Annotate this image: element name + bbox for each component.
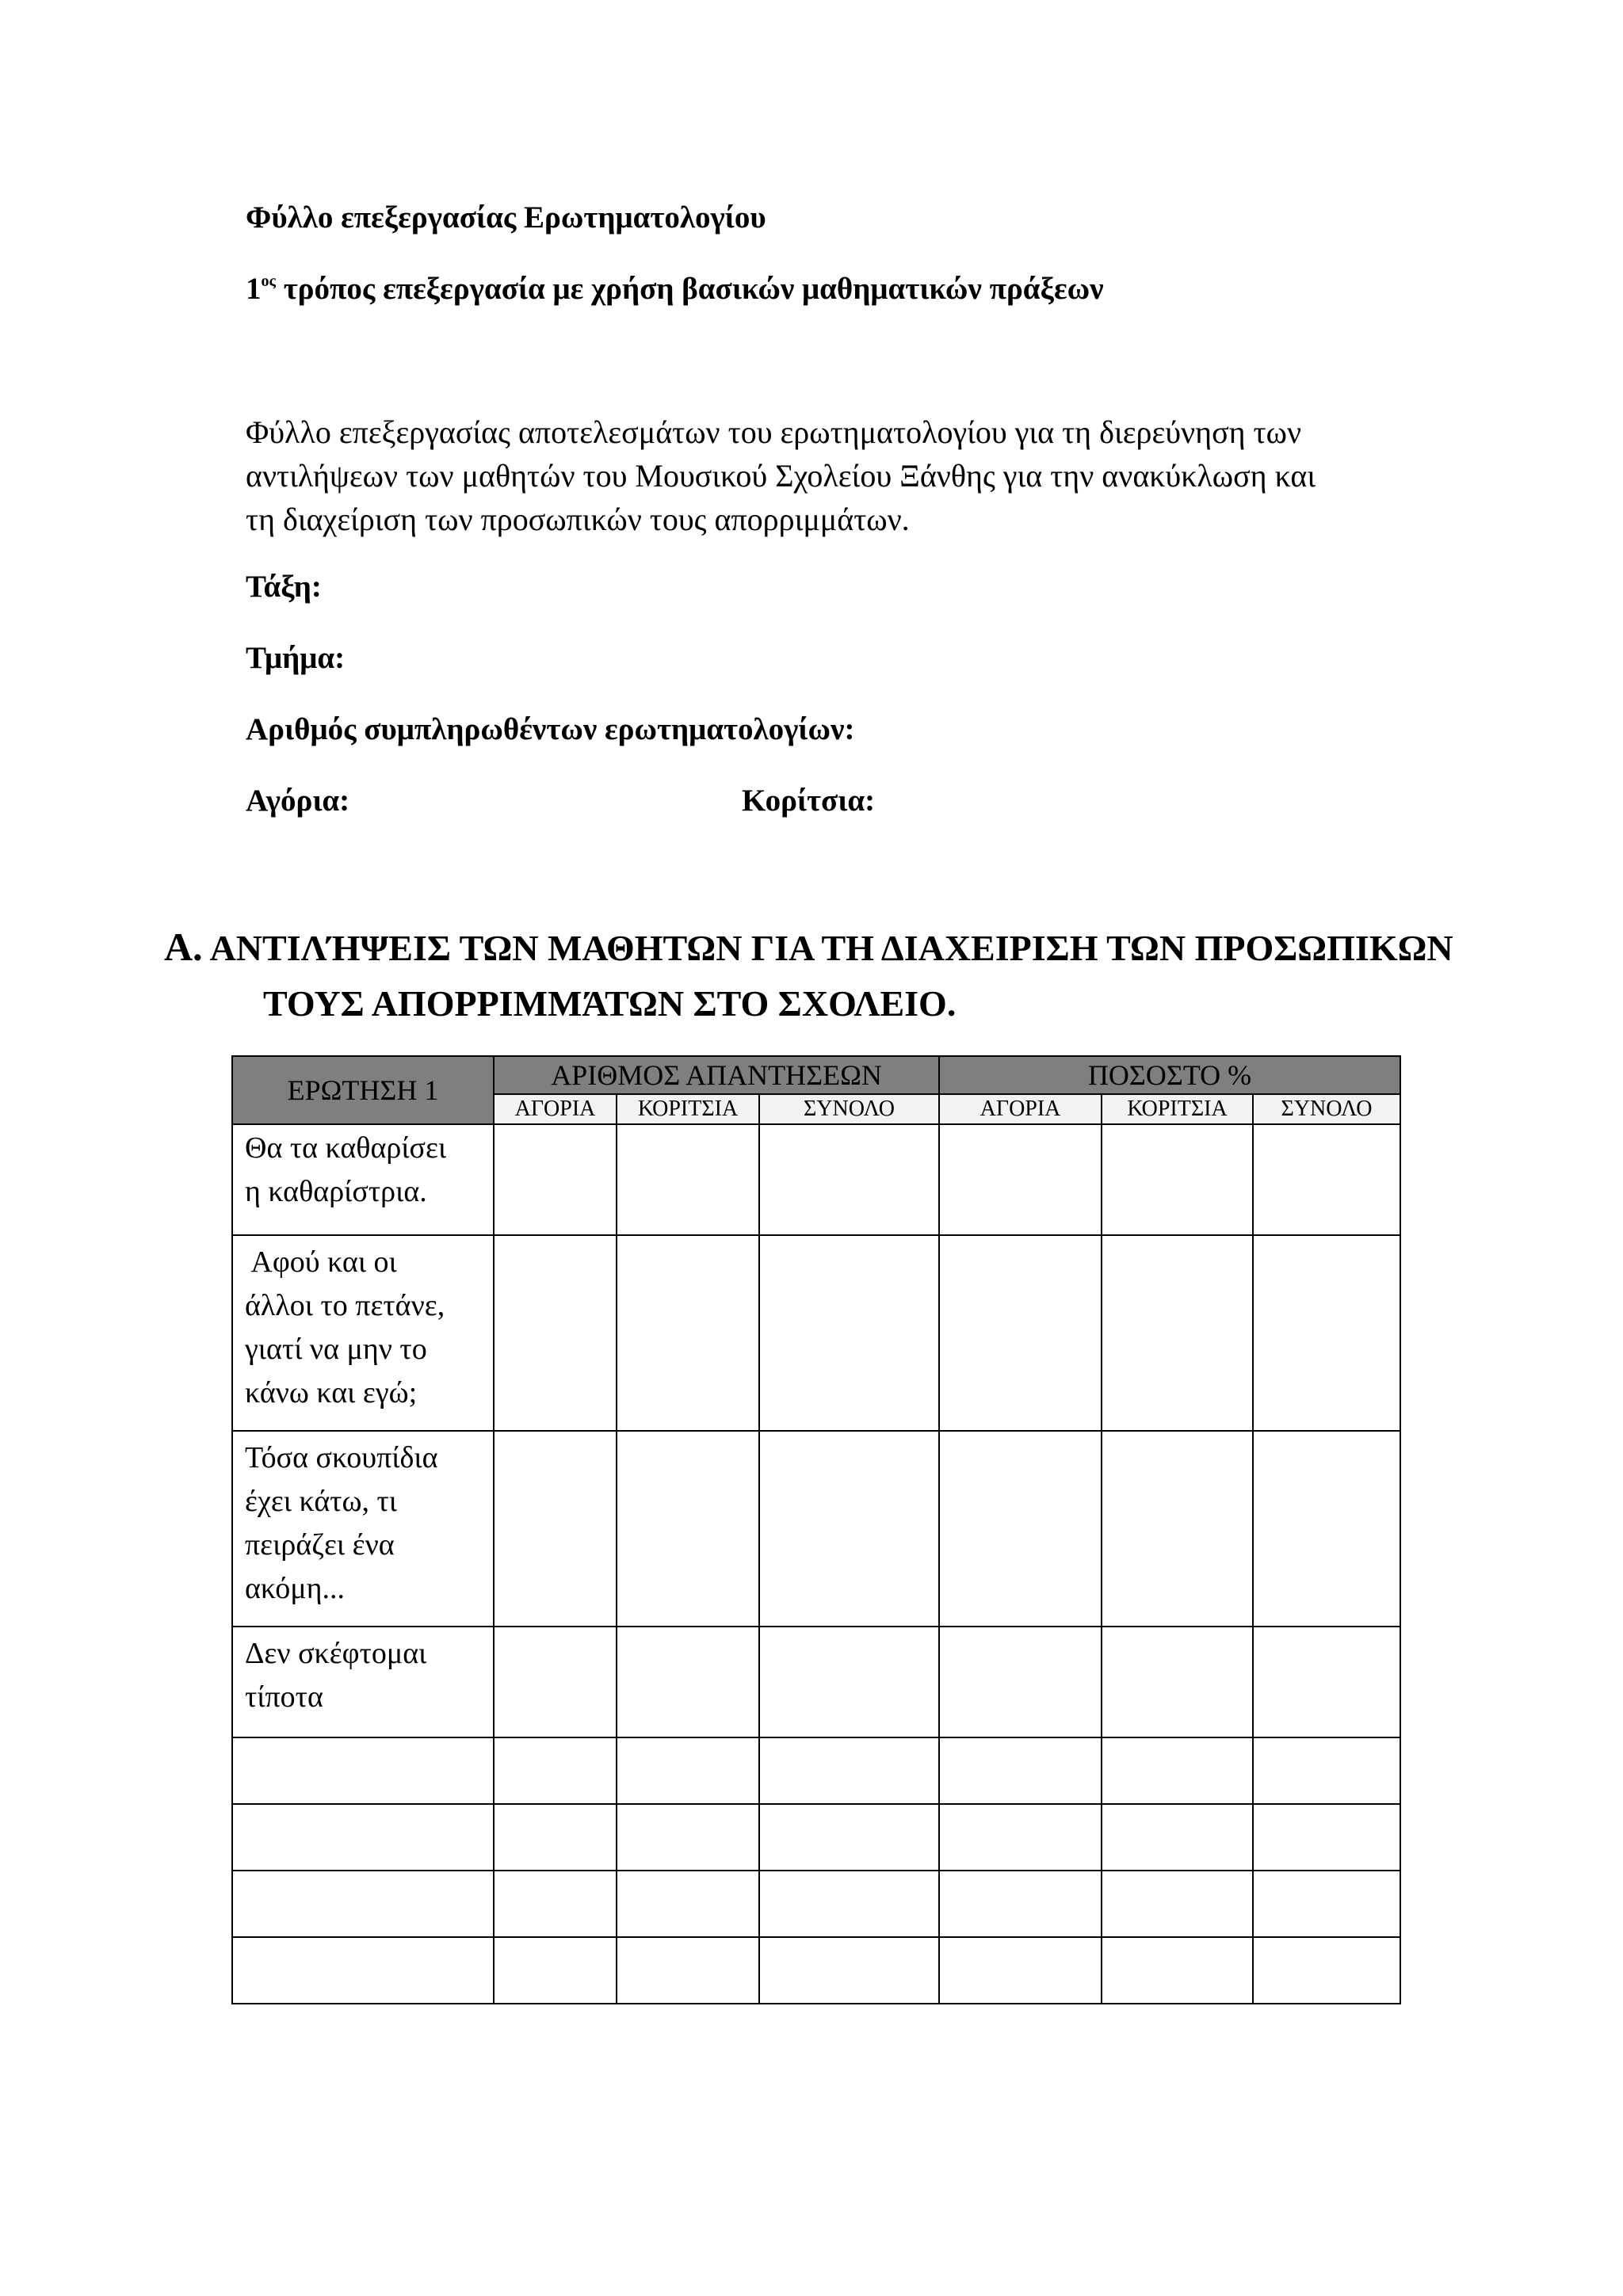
boys-percent-cell[interactable]	[939, 1431, 1102, 1627]
girls-percent-cell[interactable]	[1102, 1431, 1253, 1627]
girls-percent-cell[interactable]	[1102, 1627, 1253, 1737]
girls-count-cell[interactable]	[617, 1627, 759, 1737]
boys-count-cell[interactable]	[494, 1235, 617, 1431]
girls-label: Κορίτσια:	[742, 784, 876, 818]
section-heading-line1	[164, 919, 1511, 976]
subheader-girls: ΚΟΡΙΤΣΙΑ	[617, 1094, 759, 1124]
section-heading	[164, 919, 1511, 1032]
answer-option-cell	[232, 1431, 494, 1627]
table-row-empty	[232, 1871, 1400, 1937]
section-letter: Α.	[164, 925, 203, 969]
girls-count-cell[interactable]	[617, 1737, 759, 1804]
subheader-total-percent: ΣΥΝΟΛΟ	[1253, 1094, 1400, 1124]
total-percent-cell[interactable]	[1253, 1871, 1400, 1937]
boys-count-cell[interactable]	[494, 1737, 617, 1804]
table-row-empty	[232, 1737, 1400, 1804]
table-row	[232, 1627, 1400, 1737]
answer-option-cell[interactable]	[232, 1871, 494, 1937]
girls-percent-cell[interactable]	[1102, 1737, 1253, 1804]
girls-count-cell[interactable]	[617, 1804, 759, 1871]
answers-count-header: ΑΡΙΘΜΟΣ ΑΠΑΝΤΗΣΕΩΝ	[494, 1056, 939, 1094]
boys-percent-cell[interactable]	[939, 1871, 1102, 1937]
boys-count-cell[interactable]	[494, 1627, 617, 1737]
table-row-empty	[232, 1937, 1400, 2004]
answer-line: ακόμη...	[245, 1572, 345, 1605]
answer-option-cell[interactable]	[232, 1937, 494, 2004]
boys-count-cell[interactable]	[494, 1871, 617, 1937]
class-label: Τάξη:	[246, 570, 322, 604]
subheader-girls-percent: ΚΟΡΙΤΣΙΑ	[1102, 1094, 1253, 1124]
table-row	[232, 1235, 1400, 1431]
boys-percent-cell[interactable]	[939, 1804, 1102, 1871]
total-percent-cell[interactable]	[1253, 1235, 1400, 1431]
boys-percent-cell[interactable]	[939, 1124, 1102, 1235]
total-count-cell[interactable]	[759, 1235, 939, 1431]
section-title-line1: ΑΝΤΙΛΉΨΕΙΣ ΤΩΝ ΜΑΘΗΤΩΝ ΓΙΑ ΤΗ ΔΙΑΧΕΙΡΙΣΗ ΤΩΝ ΠΡΟΣΩΠΙΚΩΝ	[209, 928, 1453, 968]
boys-count-cell[interactable]	[494, 1804, 617, 1871]
total-count-cell[interactable]	[759, 1804, 939, 1871]
answer-option-cell[interactable]	[232, 1804, 494, 1871]
total-percent-cell[interactable]	[1253, 1937, 1400, 2004]
table-row-empty	[232, 1804, 1400, 1871]
intro-paragraph	[246, 410, 1434, 541]
answer-line: γιατί να μην το	[245, 1333, 427, 1366]
boys-label: Αγόρια:	[246, 784, 350, 818]
section-label: Τμήμα:	[246, 641, 346, 675]
girls-percent-cell[interactable]	[1102, 1937, 1253, 2004]
section-title-line2: ΤΟΥΣ ΑΠΟΡΡΙΜΜΆΤΩΝ ΣΤΟ ΣΧΟΛΕΙΟ.	[263, 983, 957, 1024]
girls-count-cell[interactable]	[617, 1431, 759, 1627]
intro-line: αντιλήψεων των μαθητών του Μουσικού Σχολείου Ξάνθης για την ανακύκλωση και	[246, 458, 1316, 494]
method-ordinal: ος	[261, 273, 276, 290]
intro-line: τη διαχείριση των προσωπικών τους απορριμμάτων.	[246, 502, 910, 537]
answer-line: Θα τα καθαρίσει	[245, 1131, 447, 1165]
answer-line: κάνω και εγώ;	[245, 1376, 418, 1409]
boys-count-cell[interactable]	[494, 1124, 617, 1235]
subheader-total: ΣΥΝΟΛΟ	[759, 1094, 939, 1124]
answer-line: Δεν σκέφτομαι	[245, 1637, 427, 1670]
answer-option-cell	[232, 1627, 494, 1737]
document-title: Φύλλο επεξεργασίας Ερωτηματολογίου	[246, 200, 766, 235]
girls-count-cell[interactable]	[617, 1235, 759, 1431]
method-heading	[246, 271, 1104, 307]
answer-line: έχει κάτω, τι	[245, 1485, 398, 1518]
answer-line: η καθαρίστρια.	[245, 1175, 427, 1208]
table-row	[232, 1124, 1400, 1235]
total-count-cell[interactable]	[759, 1871, 939, 1937]
method-number: 1	[246, 272, 262, 306]
answer-line: Αφού και οι	[245, 1245, 397, 1279]
boys-percent-cell[interactable]	[939, 1737, 1102, 1804]
answer-option-cell	[232, 1124, 494, 1235]
total-count-cell[interactable]	[759, 1627, 939, 1737]
answer-option-cell[interactable]	[232, 1737, 494, 1804]
results-table	[231, 1055, 1401, 2004]
boys-percent-cell[interactable]	[939, 1235, 1102, 1431]
girls-count-cell[interactable]	[617, 1124, 759, 1235]
girls-count-cell[interactable]	[617, 1871, 759, 1937]
answer-option-cell	[232, 1235, 494, 1431]
total-percent-cell[interactable]	[1253, 1124, 1400, 1235]
percentage-header: ΠΟΣΟΣΤΟ %	[939, 1056, 1400, 1094]
girls-count-cell[interactable]	[617, 1937, 759, 2004]
answer-line: Τόσα σκουπίδια	[245, 1441, 438, 1474]
total-percent-cell[interactable]	[1253, 1804, 1400, 1871]
total-count-cell[interactable]	[759, 1431, 939, 1627]
boys-count-cell[interactable]	[494, 1937, 617, 2004]
answer-line: άλλοι το πετάνε,	[245, 1289, 445, 1322]
subheader-boys-percent: ΑΓΟΡΙΑ	[939, 1094, 1102, 1124]
answer-line: τίποτα	[245, 1680, 323, 1714]
total-count-cell[interactable]	[759, 1937, 939, 2004]
boys-percent-cell[interactable]	[939, 1627, 1102, 1737]
intro-line: Φύλλο επεξεργασίας αποτελεσμάτων του ερωτηματολογίου για τη διερεύνηση των	[246, 414, 1302, 450]
total-count-cell[interactable]	[759, 1737, 939, 1804]
boys-percent-cell[interactable]	[939, 1937, 1102, 2004]
total-percent-cell[interactable]	[1253, 1431, 1400, 1627]
method-text: τρόπος επεξεργασία με χρήση βασικών μαθηματικών πράξεων	[275, 272, 1104, 306]
girls-percent-cell[interactable]	[1102, 1235, 1253, 1431]
girls-percent-cell[interactable]	[1102, 1804, 1253, 1871]
questionnaire-count-label: Αριθμός συμπληρωθέντων ερωτηματολογίων:	[246, 712, 855, 746]
total-count-cell[interactable]	[759, 1124, 939, 1235]
total-percent-cell[interactable]	[1253, 1627, 1400, 1737]
question-header: ΕΡΩΤΗΣΗ 1	[232, 1056, 494, 1124]
girls-percent-cell[interactable]	[1102, 1124, 1253, 1235]
boys-count-cell[interactable]	[494, 1431, 617, 1627]
girls-percent-cell[interactable]	[1102, 1871, 1253, 1937]
total-percent-cell[interactable]	[1253, 1737, 1400, 1804]
table-row	[232, 1431, 1400, 1627]
subheader-boys: ΑΓΟΡΙΑ	[494, 1094, 617, 1124]
answer-line: πειράζει ένα	[245, 1528, 395, 1562]
table-header-row	[232, 1056, 1400, 1094]
